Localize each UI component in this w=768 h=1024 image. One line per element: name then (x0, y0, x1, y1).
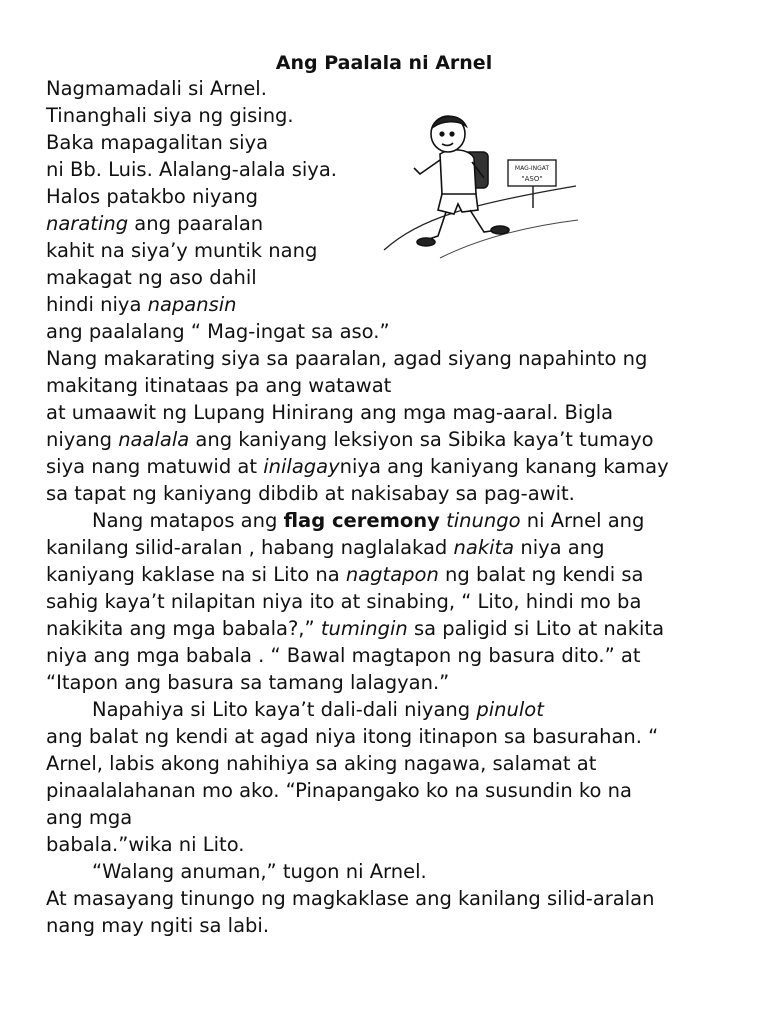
text-segment: sa paligid si Lito at nakita (407, 617, 665, 640)
story-line (92, 508, 644, 534)
story-line (46, 292, 237, 318)
story-line (46, 535, 605, 561)
text-segment: Nang makarating siya sa paaralan, agad siyang napahinto ng (46, 347, 648, 370)
story-line (46, 454, 669, 480)
text-segment: ang balat ng kendi at agad niya itong itinapon sa basurahan. “ (46, 725, 659, 748)
story-line (46, 643, 640, 669)
text-segment: ni Bb. Luis. Alalang-alala siya. (46, 158, 337, 181)
text-segment: siya nang matuwid at (46, 455, 264, 478)
story-line (46, 805, 132, 831)
text-segment: At masayang tinungo ng magkaklase ang kanilang silid-aralan (46, 887, 655, 910)
story-line (46, 184, 258, 210)
road-line-2 (440, 220, 578, 258)
text-segment: Nagmamadali si Arnel. (46, 77, 267, 100)
story-line (46, 319, 390, 345)
italic-word: tumingin (320, 617, 408, 640)
story-line (92, 859, 427, 885)
sign-text-top: MAG-INGAT (514, 165, 550, 172)
boy-running-illustration (380, 108, 580, 288)
text-segment: ang mga (46, 806, 133, 829)
text-segment: niya ang mga babala . “ Bawal magtapon ng basura dito.” at (46, 644, 641, 667)
story-line (46, 886, 654, 912)
text-segment: Tinanghali siya ng gising. (46, 104, 294, 127)
text-segment: pinaalalahanan mo ako. “Pinapangako ko na susundin ko na (46, 779, 632, 802)
story-line (46, 130, 268, 156)
text-segment: kanilang silid-aralan , habang naglalakad (46, 536, 454, 559)
italic-word: tinungo (446, 509, 521, 532)
text-segment: Arnel, labis akong nahihiya sa aking nagawa, salamat at (46, 752, 597, 775)
text-segment: at umaawit ng Lupang Hinirang ang mga mag-aaral. Bigla (46, 401, 614, 424)
text-segment: niyang (46, 428, 119, 451)
italic-word: inilagay (263, 455, 340, 478)
story-line (46, 211, 263, 237)
story-line (46, 157, 337, 183)
text-segment: nakikita ang mga babala?,” (46, 617, 321, 640)
story-line (46, 778, 632, 804)
story-line (46, 76, 267, 102)
story-line (46, 724, 658, 750)
text-segment: sahig kaya’t nilapitan niya ito at sinabing, “ Lito, hindi mo ba (46, 590, 642, 613)
text-segment: niya ang kaniyang kanang kamay (339, 455, 669, 478)
story-line (46, 913, 269, 939)
story-line (46, 670, 449, 696)
sign-text-bottom: "ASO" (521, 175, 543, 183)
text-segment: ang kaniyang leksiyon sa Sibika kaya’t tumayo (189, 428, 654, 451)
story-line (46, 562, 644, 588)
story-line (46, 427, 654, 453)
story-line (92, 697, 544, 723)
boy-figure (414, 116, 509, 246)
text-segment: Nang matapos ang (92, 509, 284, 532)
text-segment: sa tapat ng kaniyang dibdib at nakisabay sa pag-awit. (46, 482, 575, 505)
text-segment: hindi niya (46, 293, 148, 316)
text-segment: nang may ngiti sa labi. (46, 914, 270, 937)
text-segment: “Itapon ang basura sa tamang lalagyan.” (46, 671, 450, 694)
italic-word: nagtapon (345, 563, 439, 586)
italic-word: pinulot (476, 698, 544, 721)
text-segment: niya ang (514, 536, 605, 559)
story-line (46, 373, 391, 399)
italic-word: nakita (453, 536, 515, 559)
text-segment: makagat ng aso dahil (46, 266, 257, 289)
text-segment: ng balat ng kendi sa (438, 563, 644, 586)
story-line (46, 616, 664, 642)
story-line (46, 481, 575, 507)
italic-word: narating (46, 212, 129, 235)
text-segment: Baka mapagalitan siya (46, 131, 269, 154)
story-line (46, 832, 244, 858)
text-segment: babala.”wika ni Lito. (46, 833, 245, 856)
text-segment: “Walang anuman,” tugon ni Arnel. (92, 860, 427, 883)
story-line (46, 400, 613, 426)
story-line (46, 589, 641, 615)
text-segment: kahit na siya’y muntik nang (46, 239, 318, 262)
text-segment: Halos patakbo niyang (46, 185, 259, 208)
story-line (46, 103, 294, 129)
road-line (384, 186, 576, 250)
text-segment: makitang itinataas pa ang watawat (46, 374, 392, 397)
italic-word: naalala (118, 428, 190, 451)
story-line (46, 265, 257, 291)
text-segment: Napahiya si Lito kaya’t dali-dali niyang (92, 698, 477, 721)
text-segment: kaniyang kaklase na si Lito na (46, 563, 346, 586)
story-title: Ang Paalala ni Arnel (275, 52, 493, 74)
text-segment: ni Arnel ang (520, 509, 645, 532)
text-segment: ang paaralan (128, 212, 264, 235)
story-line (46, 238, 317, 264)
story-line (46, 346, 647, 372)
bold-term: flag ceremony (283, 509, 440, 532)
text-segment: ang paalalang “ Mag-ingat sa aso.” (46, 320, 390, 343)
story-line (46, 751, 596, 777)
italic-word: napansin (147, 293, 237, 316)
